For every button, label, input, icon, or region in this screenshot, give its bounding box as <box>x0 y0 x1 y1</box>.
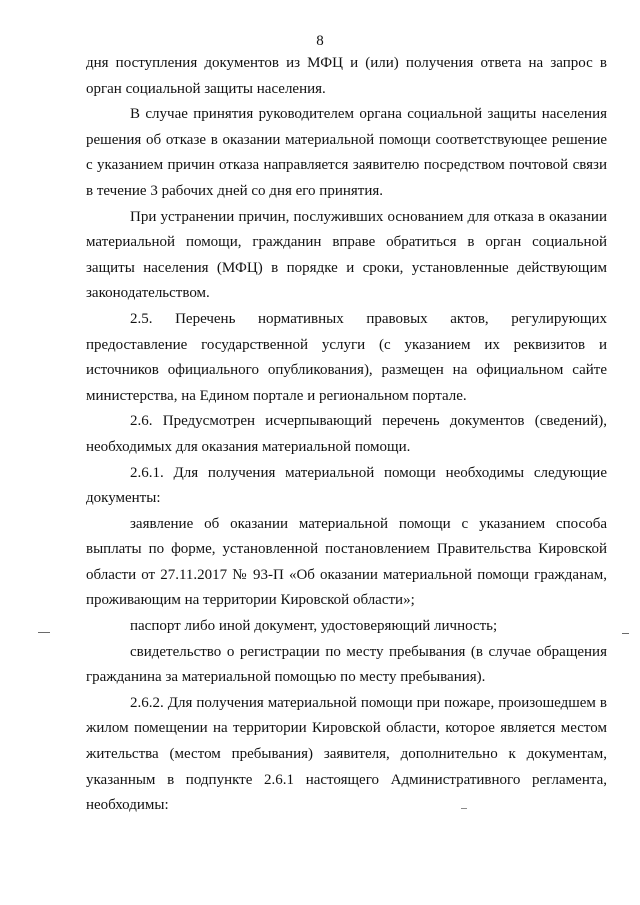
paragraph-registration-certificate: свидетельство о регистрации по месту пребывания (в случае обращения гражданина за материальной помощью по месту пребывания). <box>86 643 607 686</box>
paragraph-2-6-1: 2.6.1. Для получения материальной помощи необходимы следующие документы: <box>86 464 607 507</box>
scan-mark-lower <box>461 808 467 809</box>
scan-mark-right <box>622 633 629 634</box>
scan-mark-left <box>38 632 50 633</box>
paragraph-refusal-decision: В случае принятия руководителем органа социальной защиты населения решения об отказе в оказании материальной помощи соответствующее решение с указанием причин отказа направляется заявителю посредством почтовой связи в течение 3 рабочих дней со дня его принятия. <box>86 106 607 199</box>
paragraph-application-form: заявление об оказании материальной помощи с указанием способа выплаты по форме, установленной постановлением Правительства Кировской области от 27.11.2017 № 93-П «Об оказании материальной помощи гражданам, проживающим на территории Кировской области»; <box>86 515 607 609</box>
document-body <box>86 51 607 819</box>
paragraph-continuation: дня поступления документов из МФЦ и (или) получения ответа на запрос в орган социальной защиты населения. <box>86 55 607 97</box>
paragraph-2-6: 2.6. Предусмотрен исчерпывающий перечень документов (сведений), необходимых для оказания материальной помощи. <box>86 413 607 455</box>
page-number: 8 <box>316 33 324 49</box>
paragraph-reapplication: При устранении причин, послуживших основанием для отказа в оказании материальной помощи, гражданин вправе обратиться в орган социальной защиты населения (МФЦ) в порядке и сроки, установленные действующим законодательством. <box>86 208 607 302</box>
paragraph-passport: паспорт либо иной документ, удостоверяющий личность; <box>130 618 498 635</box>
paragraph-2-5: 2.5. Перечень нормативных правовых актов, регулирующих предоставление государственной услуги (с указанием их реквизитов и источников официального опубликования), размещен на официальном сайте министерства, на Едином портале и региональном портале. <box>86 310 607 404</box>
paragraph-2-6-2: 2.6.2. Для получения материальной помощи при пожаре, произошедшем в жилом помещении на территории Кировской области, которое является местом жительства (местом пребывания) заявителя, дополнительно к документам, указанным в подпункте 2.6.1 настоящего Административного регламента, необходимы: <box>86 694 607 814</box>
